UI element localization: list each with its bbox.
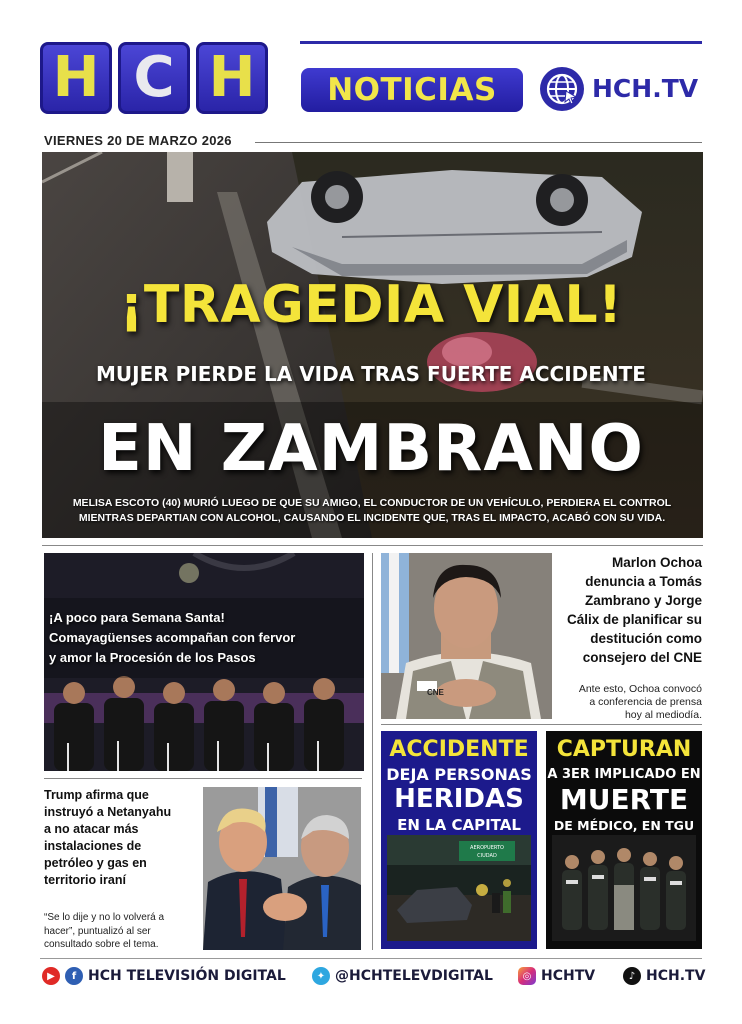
footer-tiktok-label: HCH.TV	[646, 968, 706, 984]
ochoa-body	[558, 683, 702, 722]
capture-tile-line4: DE MÉDICO, EN TGU	[553, 818, 695, 833]
footer-instagram[interactable]	[518, 966, 595, 986]
ochoa-body-line: a conferencia de prensa	[589, 696, 702, 708]
logo-letter-c: C	[118, 42, 190, 114]
accident-tile-line3: HERIDAS	[394, 784, 524, 814]
footer-tiktok[interactable]	[623, 966, 705, 986]
footer-tv[interactable]	[42, 966, 286, 986]
globe-cursor-icon	[540, 67, 584, 111]
twitter-icon: ✦	[312, 967, 330, 985]
procession-line: ¡A poco para Semana Santa!	[49, 610, 225, 625]
ochoa-headline-line: destitución como	[590, 631, 702, 646]
trump-quote-line: consultado sobre el tema.	[44, 939, 159, 950]
footer-rule	[40, 958, 702, 959]
facebook-icon: f	[65, 967, 83, 985]
hch-logo[interactable]	[40, 42, 268, 114]
ochoa-headline-line: denuncia a Tomás	[585, 574, 702, 589]
trump-headline-line: a no atacar más	[44, 822, 139, 836]
accident-tile-line4: EN LA CAPITAL	[397, 816, 521, 834]
ochoa-body-line: hoy al mediodía.	[624, 709, 702, 721]
capture-tile-line3: MUERTE	[559, 783, 689, 816]
ochoa-headline-line: Cálix de planificar su	[566, 612, 702, 627]
footer-twitter-label: @HCHTELEVDIGITAL	[335, 968, 493, 984]
footer-tv-label: HCH TELEVISIÓN DIGITAL	[88, 968, 286, 984]
accident-tile-line1: ACCIDENTE	[389, 737, 529, 762]
road-sign-line: AEROPUERTO	[470, 845, 504, 851]
accident-promo-tile[interactable]	[381, 731, 537, 949]
handshake-photo[interactable]	[203, 787, 361, 950]
capture-tile-line1: CAPTURAN	[556, 737, 692, 762]
tiktok-icon: ♪	[623, 967, 641, 985]
footer-instagram-label: HCHTV	[541, 968, 596, 984]
portrait-photo	[381, 553, 552, 719]
police-photo	[552, 835, 696, 941]
hero-caption-line: MIENTRAS DEPARTIAN CON ALCOHOL, CAUSANDO EL INCIDENTE QUE, TRAS EL IMPACTO, ACABÓ CON SU VIDA.	[78, 512, 666, 524]
hero-caption	[52, 496, 692, 526]
road-sign-line: CIUDAD	[477, 853, 497, 859]
procession-line: y amor la Procesión de los Pasos	[49, 650, 256, 665]
ochoa-headline[interactable]	[558, 553, 702, 667]
trump-quote	[44, 911, 200, 952]
trump-headline-line: territorio iraní	[44, 873, 126, 887]
procession-line: Comayagüenses acompañan con fervor	[49, 630, 296, 645]
trump-headline[interactable]	[44, 787, 204, 889]
procession-headline[interactable]	[49, 608, 359, 668]
header-rule	[300, 41, 702, 44]
capture-promo-tile[interactable]	[546, 731, 702, 949]
vest-label: CNE	[427, 688, 444, 697]
instagram-icon: ◎	[518, 967, 536, 985]
trump-quote-line: hacer”, puntualizó al ser	[44, 925, 151, 937]
section-divider	[44, 778, 362, 779]
accident-tile-line2: DEJA PERSONAS	[386, 765, 532, 784]
ochoa-headline-line: Zambrano y Jorge	[584, 593, 702, 608]
capture-tile-line2: A 3ER IMPLICADO EN	[547, 767, 701, 782]
trump-headline-line: Trump afirma que	[44, 788, 149, 802]
hero-caption-line: MELISA ESCOTO (40) MURIÓ LUEGO DE QUE SU AMIGO, EL CONDUCTOR DE UN VEHÍCULO, PERDIERA EL CONTROL	[72, 497, 672, 509]
column-divider	[372, 553, 373, 950]
hero-kicker: ¡TRAGEDIA VIAL!	[119, 275, 623, 335]
youtube-icon: ▶	[42, 967, 60, 985]
issue-date: VIERNES 20 DE MARZO 2026	[44, 133, 232, 148]
section-divider	[42, 545, 703, 546]
hero-subtitle: MUJER PIERDE LA VIDA TRAS FUERTE ACCIDENTE	[96, 362, 646, 386]
trump-quote-line: “Se lo dije y no lo volverá a	[44, 912, 165, 923]
logo-letter-h1: H	[40, 42, 112, 114]
ochoa-portrait-photo[interactable]	[381, 553, 552, 719]
handshake-photo-art	[203, 787, 361, 950]
section-badge: NOTICIAS	[301, 68, 523, 112]
hero-headline[interactable]: EN ZAMBRANO	[98, 412, 644, 486]
date-rule	[255, 142, 702, 143]
logo-letter-h2: H	[196, 42, 268, 114]
site-url[interactable]: HCH.TV	[592, 74, 699, 103]
ochoa-headline-line: consejero del CNE	[582, 650, 702, 665]
trump-headline-line: instalaciones de	[44, 839, 142, 853]
section-divider	[381, 724, 702, 725]
ochoa-headline-line: Marlon Ochoa	[611, 555, 702, 570]
ochoa-body-line: Ante esto, Ochoa convocó	[578, 683, 702, 695]
footer-twitter[interactable]	[312, 966, 493, 986]
trump-headline-line: instruyó a Netanyahu	[44, 805, 172, 819]
trump-headline-line: petróleo y gas en	[44, 856, 147, 870]
night-crash-photo	[387, 835, 531, 941]
